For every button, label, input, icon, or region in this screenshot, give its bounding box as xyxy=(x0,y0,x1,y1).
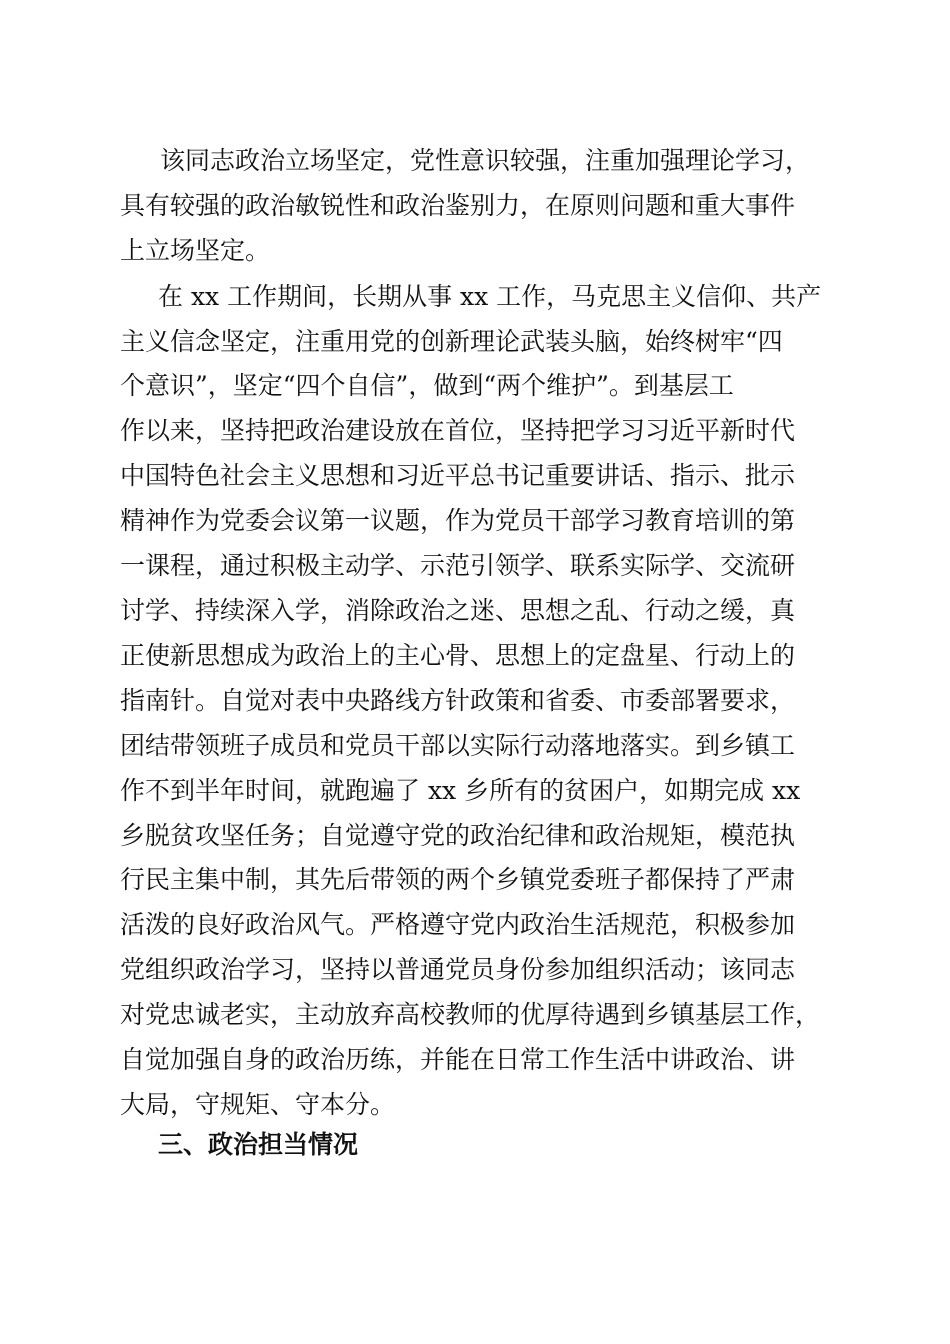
paragraph-line: 对党忠诚老实，主动放弃高校教师的优厚待遇到乡镇基层工作， xyxy=(120,1000,821,1029)
paragraph-line: 讨学、持续深入学，消除政治之迷、思想之乱、行动之缓，真 xyxy=(120,596,796,625)
section-heading: 三、政治担当情况 xyxy=(158,1130,359,1159)
paragraph-line: 活泼的良好政治风气。严格遵守党内政治生活规范，积极参加 xyxy=(120,910,796,939)
paragraph-line: 作以来，坚持把政治建设放在首位，坚持把学习习近平新时代 xyxy=(120,416,796,445)
paragraph-line: 自觉加强自身的政治历练，并能在日常工作生活中讲政治、讲 xyxy=(120,1045,796,1074)
paragraph-line: 正使新思想成为政治上的主心骨、思想上的定盘星、行动上的 xyxy=(120,641,796,670)
paragraph-line: 上立场坚定。 xyxy=(120,236,271,265)
paragraph-line: 大局，守规矩、守本分。 xyxy=(120,1090,396,1119)
paragraph-line: 中国特色社会主义思想和习近平总书记重要讲话、指示、批示 xyxy=(120,461,796,490)
paragraph-line: 具有较强的政治敏锐性和政治鉴别力，在原则问题和重大事件 xyxy=(120,191,796,220)
paragraph-line: 该同志政治立场坚定，党性意识较强，注重加强理论学习， xyxy=(160,146,811,175)
paragraph-line: 指南针。自觉对表中央路线方针政策和省委、市委部署要求， xyxy=(120,686,796,715)
paragraph-line: 精神作为党委会议第一议题，作为党员干部学习教育培训的第 xyxy=(120,506,796,535)
paragraph-line: 一课程，通过积极主动学、示范引领学、联系实际学、交流研 xyxy=(120,551,796,580)
paragraph-line: 乡脱贫攻坚任务；自觉遵守党的政治纪律和政治规矩，模范执 xyxy=(120,821,796,850)
paragraph-line: 党组织政治学习，坚持以普通党员身份参加组织活动；该同志 xyxy=(120,955,796,984)
paragraph-line: 作不到半年时间，就跑遍了 xx 乡所有的贫困户，如期完成 xx xyxy=(120,776,801,805)
paragraph-line: 个意识”，坚定“四个自信”，做到“两个维护”。到基层工 xyxy=(120,371,734,400)
paragraph-line: 团结带领班子成员和党员干部以实际行动落地落实。到乡镇工 xyxy=(120,731,796,760)
paragraph-line: 主义信念坚定，注重用党的创新理论武装头脑，始终树牢“四 xyxy=(120,327,783,356)
paragraph-line: 行民主集中制，其先后带领的两个乡镇党委班子都保持了严肃 xyxy=(120,865,796,894)
paragraph-line: 在 xx 工作期间，长期从事 xx 工作，马克思主义信仰、共产 xyxy=(158,282,822,311)
